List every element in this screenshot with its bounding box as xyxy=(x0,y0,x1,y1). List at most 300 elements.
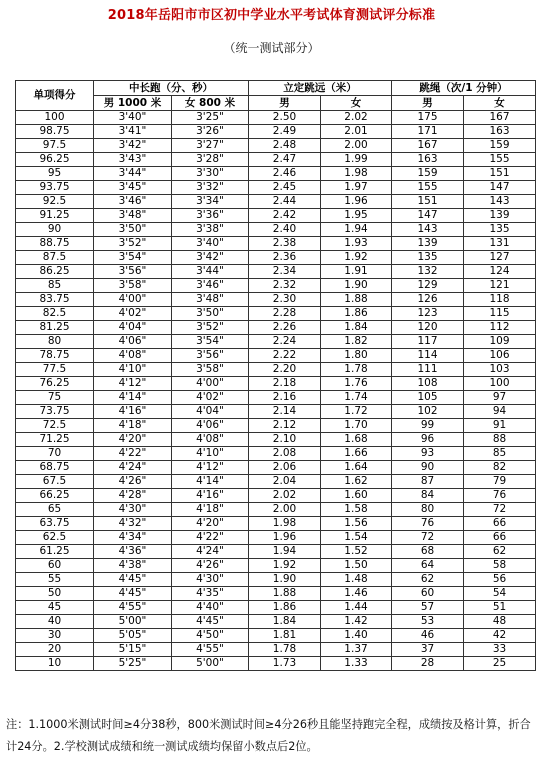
jump-female-cell: 1.44 xyxy=(321,601,392,615)
jump-male-cell: 2.06 xyxy=(249,461,321,475)
table-row xyxy=(16,629,536,643)
run-female-cell: 4'04" xyxy=(172,405,249,419)
score-cell: 67.5 xyxy=(16,475,94,489)
page-subtitle: （统一测试部分） xyxy=(223,41,320,55)
jump-female-cell: 2.00 xyxy=(321,139,392,153)
jump-female-cell: 1.58 xyxy=(321,503,392,517)
rope-female-cell: 66 xyxy=(464,517,536,531)
rope-female-cell: 109 xyxy=(464,335,536,349)
run-male-cell: 4'28" xyxy=(94,489,172,503)
rope-male-cell: 139 xyxy=(392,237,464,251)
rope-female-cell: 25 xyxy=(464,657,536,671)
score-cell: 83.75 xyxy=(16,293,94,307)
jump-male-cell: 2.12 xyxy=(249,419,321,433)
jump-female-cell: 1.76 xyxy=(321,377,392,391)
table-row xyxy=(16,573,536,587)
rope-female-cell: 118 xyxy=(464,293,536,307)
jump-female-cell: 1.82 xyxy=(321,335,392,349)
header-rope: 跳绳（次/1 分钟） xyxy=(392,81,536,96)
rope-female-cell: 33 xyxy=(464,643,536,657)
score-cell: 55 xyxy=(16,573,94,587)
rope-male-cell: 143 xyxy=(392,223,464,237)
run-male-cell: 3'58" xyxy=(94,279,172,293)
jump-female-cell: 1.60 xyxy=(321,489,392,503)
jump-female-cell: 1.88 xyxy=(321,293,392,307)
rope-male-cell: 105 xyxy=(392,391,464,405)
run-female-cell: 4'35" xyxy=(172,587,249,601)
run-male-cell: 3'50" xyxy=(94,223,172,237)
run-female-cell: 3'36" xyxy=(172,209,249,223)
jump-male-cell: 2.45 xyxy=(249,181,321,195)
run-male-cell: 3'44" xyxy=(94,167,172,181)
footnote: 注：1.1000米测试时间≥4分38秒，800米测试时间≥4分26秒且能坚持跑完全程，成绩按及格计算，折合计24分。2.学校测试成绩和统一测试成绩均保留小数点后2位。 xyxy=(6,718,531,753)
rope-female-cell: 155 xyxy=(464,153,536,167)
run-male-cell: 4'45" xyxy=(94,573,172,587)
jump-male-cell: 2.47 xyxy=(249,153,321,167)
run-male-cell: 4'55" xyxy=(94,601,172,615)
run-female-cell: 4'45" xyxy=(172,615,249,629)
rope-female-cell: 66 xyxy=(464,531,536,545)
rope-male-cell: 171 xyxy=(392,125,464,139)
table-row xyxy=(16,377,536,391)
table-row xyxy=(16,601,536,615)
run-male-cell: 4'04" xyxy=(94,321,172,335)
jump-male-cell: 2.22 xyxy=(249,349,321,363)
run-male-cell: 4'08" xyxy=(94,349,172,363)
rope-male-cell: 72 xyxy=(392,531,464,545)
rope-female-cell: 147 xyxy=(464,181,536,195)
table-row xyxy=(16,237,536,251)
run-male-cell: 4'26" xyxy=(94,475,172,489)
table-body xyxy=(16,111,536,671)
run-female-cell: 4'30" xyxy=(172,573,249,587)
score-cell: 80 xyxy=(16,335,94,349)
rope-male-cell: 102 xyxy=(392,405,464,419)
run-male-cell: 4'12" xyxy=(94,377,172,391)
score-cell: 20 xyxy=(16,643,94,657)
score-cell: 10 xyxy=(16,657,94,671)
table-row xyxy=(16,419,536,433)
run-female-cell: 3'38" xyxy=(172,223,249,237)
rope-female-cell: 82 xyxy=(464,461,536,475)
rope-female-cell: 112 xyxy=(464,321,536,335)
score-cell: 50 xyxy=(16,587,94,601)
run-male-cell: 3'40" xyxy=(94,111,172,125)
table-row xyxy=(16,643,536,657)
jump-male-cell: 2.04 xyxy=(249,475,321,489)
jump-female-cell: 1.54 xyxy=(321,531,392,545)
jump-male-cell: 2.40 xyxy=(249,223,321,237)
jump-male-cell: 2.02 xyxy=(249,489,321,503)
rope-female-cell: 131 xyxy=(464,237,536,251)
header-rope-male: 男 xyxy=(392,96,464,111)
rope-female-cell: 88 xyxy=(464,433,536,447)
jump-male-cell: 1.73 xyxy=(249,657,321,671)
rope-male-cell: 151 xyxy=(392,195,464,209)
rope-female-cell: 76 xyxy=(464,489,536,503)
header-rope-female: 女 xyxy=(464,96,536,111)
rope-female-cell: 163 xyxy=(464,125,536,139)
jump-female-cell: 1.84 xyxy=(321,321,392,335)
score-cell: 91.25 xyxy=(16,209,94,223)
score-cell: 61.25 xyxy=(16,545,94,559)
rope-male-cell: 64 xyxy=(392,559,464,573)
table-row xyxy=(16,615,536,629)
run-female-cell: 5'00" xyxy=(172,657,249,671)
jump-male-cell: 2.50 xyxy=(249,111,321,125)
jump-male-cell: 2.30 xyxy=(249,293,321,307)
jump-male-cell: 2.38 xyxy=(249,237,321,251)
run-female-cell: 4'08" xyxy=(172,433,249,447)
rope-male-cell: 99 xyxy=(392,419,464,433)
jump-female-cell: 1.99 xyxy=(321,153,392,167)
score-cell: 78.75 xyxy=(16,349,94,363)
table-row xyxy=(16,517,536,531)
run-male-cell: 4'16" xyxy=(94,405,172,419)
jump-male-cell: 1.84 xyxy=(249,615,321,629)
rope-male-cell: 159 xyxy=(392,167,464,181)
jump-male-cell: 2.28 xyxy=(249,307,321,321)
table-row xyxy=(16,475,536,489)
jump-female-cell: 1.62 xyxy=(321,475,392,489)
rope-male-cell: 96 xyxy=(392,433,464,447)
jump-female-cell: 1.93 xyxy=(321,237,392,251)
run-male-cell: 4'02" xyxy=(94,307,172,321)
rope-female-cell: 62 xyxy=(464,545,536,559)
table-row xyxy=(16,153,536,167)
run-female-cell: 3'30" xyxy=(172,167,249,181)
jump-male-cell: 2.14 xyxy=(249,405,321,419)
rope-female-cell: 54 xyxy=(464,587,536,601)
run-male-cell: 3'46" xyxy=(94,195,172,209)
run-male-cell: 4'06" xyxy=(94,335,172,349)
score-cell: 71.25 xyxy=(16,433,94,447)
rope-female-cell: 159 xyxy=(464,139,536,153)
rope-female-cell: 135 xyxy=(464,223,536,237)
rope-male-cell: 175 xyxy=(392,111,464,125)
jump-male-cell: 1.78 xyxy=(249,643,321,657)
jump-male-cell: 2.42 xyxy=(249,209,321,223)
score-cell: 86.25 xyxy=(16,265,94,279)
score-cell: 88.75 xyxy=(16,237,94,251)
jump-male-cell: 1.81 xyxy=(249,629,321,643)
jump-female-cell: 1.52 xyxy=(321,545,392,559)
jump-female-cell: 1.40 xyxy=(321,629,392,643)
jump-female-cell: 1.86 xyxy=(321,307,392,321)
jump-female-cell: 1.70 xyxy=(321,419,392,433)
table-row xyxy=(16,181,536,195)
rope-female-cell: 51 xyxy=(464,601,536,615)
rope-female-cell: 85 xyxy=(464,447,536,461)
run-female-cell: 3'32" xyxy=(172,181,249,195)
jump-female-cell: 1.50 xyxy=(321,559,392,573)
run-male-cell: 4'10" xyxy=(94,363,172,377)
table-row xyxy=(16,279,536,293)
rope-male-cell: 53 xyxy=(392,615,464,629)
rope-male-cell: 111 xyxy=(392,363,464,377)
jump-male-cell: 2.34 xyxy=(249,265,321,279)
header-jump: 立定跳远（米） xyxy=(249,81,392,96)
table-row xyxy=(16,545,536,559)
rope-female-cell: 106 xyxy=(464,349,536,363)
rope-female-cell: 151 xyxy=(464,167,536,181)
jump-male-cell: 2.18 xyxy=(249,377,321,391)
run-male-cell: 4'22" xyxy=(94,447,172,461)
score-cell: 65 xyxy=(16,503,94,517)
jump-female-cell: 1.72 xyxy=(321,405,392,419)
table-row xyxy=(16,405,536,419)
run-female-cell: 4'16" xyxy=(172,489,249,503)
score-cell: 75 xyxy=(16,391,94,405)
jump-female-cell: 1.90 xyxy=(321,279,392,293)
rope-male-cell: 129 xyxy=(392,279,464,293)
run-male-cell: 3'43" xyxy=(94,153,172,167)
run-male-cell: 5'00" xyxy=(94,615,172,629)
jump-male-cell: 1.90 xyxy=(249,573,321,587)
table-row xyxy=(16,363,536,377)
header-run-female: 女 800 米 xyxy=(172,96,249,111)
table-row xyxy=(16,503,536,517)
score-cell: 92.5 xyxy=(16,195,94,209)
table-row xyxy=(16,489,536,503)
run-male-cell: 5'15" xyxy=(94,643,172,657)
run-female-cell: 3'50" xyxy=(172,307,249,321)
rope-female-cell: 143 xyxy=(464,195,536,209)
run-male-cell: 3'41" xyxy=(94,125,172,139)
rope-male-cell: 108 xyxy=(392,377,464,391)
table-row xyxy=(16,447,536,461)
run-female-cell: 4'26" xyxy=(172,559,249,573)
run-male-cell: 4'14" xyxy=(94,391,172,405)
table-row xyxy=(16,139,536,153)
rope-female-cell: 139 xyxy=(464,209,536,223)
header-jump-female: 女 xyxy=(321,96,392,111)
jump-female-cell: 1.92 xyxy=(321,251,392,265)
header-run: 中长跑（分、秒） xyxy=(94,81,249,96)
table-row xyxy=(16,335,536,349)
run-male-cell: 4'20" xyxy=(94,433,172,447)
run-female-cell: 3'54" xyxy=(172,335,249,349)
rope-male-cell: 120 xyxy=(392,321,464,335)
rope-male-cell: 167 xyxy=(392,139,464,153)
rope-male-cell: 93 xyxy=(392,447,464,461)
table-row xyxy=(16,461,536,475)
rope-male-cell: 147 xyxy=(392,209,464,223)
score-cell: 97.5 xyxy=(16,139,94,153)
score-cell: 63.75 xyxy=(16,517,94,531)
rope-male-cell: 90 xyxy=(392,461,464,475)
run-male-cell: 3'52" xyxy=(94,237,172,251)
rope-female-cell: 100 xyxy=(464,377,536,391)
score-cell: 60 xyxy=(16,559,94,573)
run-female-cell: 3'52" xyxy=(172,321,249,335)
table-row xyxy=(16,587,536,601)
jump-female-cell: 2.01 xyxy=(321,125,392,139)
run-female-cell: 3'44" xyxy=(172,265,249,279)
rope-male-cell: 76 xyxy=(392,517,464,531)
run-female-cell: 4'06" xyxy=(172,419,249,433)
run-male-cell: 5'25" xyxy=(94,657,172,671)
rope-female-cell: 167 xyxy=(464,111,536,125)
score-cell: 85 xyxy=(16,279,94,293)
rope-female-cell: 103 xyxy=(464,363,536,377)
rope-male-cell: 132 xyxy=(392,265,464,279)
rope-female-cell: 56 xyxy=(464,573,536,587)
run-female-cell: 4'22" xyxy=(172,531,249,545)
jump-male-cell: 1.86 xyxy=(249,601,321,615)
run-male-cell: 4'34" xyxy=(94,531,172,545)
jump-female-cell: 2.02 xyxy=(321,111,392,125)
score-cell: 81.25 xyxy=(16,321,94,335)
rope-male-cell: 135 xyxy=(392,251,464,265)
table-row xyxy=(16,531,536,545)
run-male-cell: 4'30" xyxy=(94,503,172,517)
jump-male-cell: 2.49 xyxy=(249,125,321,139)
score-cell: 77.5 xyxy=(16,363,94,377)
jump-male-cell: 2.36 xyxy=(249,251,321,265)
rope-male-cell: 46 xyxy=(392,629,464,643)
score-cell: 95 xyxy=(16,167,94,181)
jump-male-cell: 1.88 xyxy=(249,587,321,601)
table-row xyxy=(16,125,536,139)
jump-female-cell: 1.95 xyxy=(321,209,392,223)
rope-female-cell: 121 xyxy=(464,279,536,293)
rope-male-cell: 57 xyxy=(392,601,464,615)
score-cell: 93.75 xyxy=(16,181,94,195)
rope-female-cell: 124 xyxy=(464,265,536,279)
rope-male-cell: 60 xyxy=(392,587,464,601)
run-male-cell: 3'56" xyxy=(94,265,172,279)
table-row xyxy=(16,293,536,307)
table-row xyxy=(16,111,536,125)
run-female-cell: 4'18" xyxy=(172,503,249,517)
jump-male-cell: 2.16 xyxy=(249,391,321,405)
rope-female-cell: 48 xyxy=(464,615,536,629)
jump-female-cell: 1.64 xyxy=(321,461,392,475)
jump-female-cell: 1.66 xyxy=(321,447,392,461)
table-row xyxy=(16,391,536,405)
rope-male-cell: 80 xyxy=(392,503,464,517)
run-male-cell: 3'42" xyxy=(94,139,172,153)
jump-female-cell: 1.37 xyxy=(321,643,392,657)
rope-male-cell: 62 xyxy=(392,573,464,587)
rope-male-cell: 117 xyxy=(392,335,464,349)
jump-female-cell: 1.98 xyxy=(321,167,392,181)
scoring-table xyxy=(15,80,536,671)
table-row xyxy=(16,657,536,671)
run-male-cell: 4'32" xyxy=(94,517,172,531)
header-score: 单项得分 xyxy=(16,81,94,111)
score-cell: 72.5 xyxy=(16,419,94,433)
rope-male-cell: 37 xyxy=(392,643,464,657)
rope-male-cell: 28 xyxy=(392,657,464,671)
run-female-cell: 3'58" xyxy=(172,363,249,377)
rope-female-cell: 79 xyxy=(464,475,536,489)
jump-female-cell: 1.97 xyxy=(321,181,392,195)
jump-male-cell: 2.26 xyxy=(249,321,321,335)
score-cell: 76.25 xyxy=(16,377,94,391)
rope-male-cell: 87 xyxy=(392,475,464,489)
run-female-cell: 3'26" xyxy=(172,125,249,139)
jump-female-cell: 1.68 xyxy=(321,433,392,447)
jump-male-cell: 2.46 xyxy=(249,167,321,181)
run-male-cell: 4'24" xyxy=(94,461,172,475)
run-female-cell: 3'42" xyxy=(172,251,249,265)
run-male-cell: 4'38" xyxy=(94,559,172,573)
jump-male-cell: 2.32 xyxy=(249,279,321,293)
run-female-cell: 4'02" xyxy=(172,391,249,405)
jump-female-cell: 1.74 xyxy=(321,391,392,405)
run-female-cell: 4'14" xyxy=(172,475,249,489)
header-run-male: 男 1000 米 xyxy=(94,96,172,111)
table-row xyxy=(16,195,536,209)
run-male-cell: 4'18" xyxy=(94,419,172,433)
table-row xyxy=(16,209,536,223)
score-cell: 87.5 xyxy=(16,251,94,265)
jump-female-cell: 1.96 xyxy=(321,195,392,209)
run-male-cell: 4'00" xyxy=(94,293,172,307)
score-cell: 82.5 xyxy=(16,307,94,321)
score-cell: 100 xyxy=(16,111,94,125)
run-female-cell: 3'40" xyxy=(172,237,249,251)
table-row xyxy=(16,433,536,447)
run-female-cell: 3'46" xyxy=(172,279,249,293)
run-female-cell: 4'20" xyxy=(172,517,249,531)
jump-male-cell: 2.48 xyxy=(249,139,321,153)
jump-male-cell: 1.94 xyxy=(249,545,321,559)
score-cell: 66.25 xyxy=(16,489,94,503)
jump-male-cell: 1.92 xyxy=(249,559,321,573)
jump-female-cell: 1.42 xyxy=(321,615,392,629)
table-row xyxy=(16,307,536,321)
run-female-cell: 3'27" xyxy=(172,139,249,153)
rope-male-cell: 114 xyxy=(392,349,464,363)
run-female-cell: 3'48" xyxy=(172,293,249,307)
jump-female-cell: 1.46 xyxy=(321,587,392,601)
run-female-cell: 3'25" xyxy=(172,111,249,125)
run-female-cell: 4'00" xyxy=(172,377,249,391)
score-cell: 90 xyxy=(16,223,94,237)
table-row xyxy=(16,349,536,363)
rope-male-cell: 163 xyxy=(392,153,464,167)
jump-male-cell: 2.44 xyxy=(249,195,321,209)
run-female-cell: 3'34" xyxy=(172,195,249,209)
score-cell: 98.75 xyxy=(16,125,94,139)
rope-female-cell: 91 xyxy=(464,419,536,433)
table-row xyxy=(16,223,536,237)
header-jump-male: 男 xyxy=(249,96,321,111)
jump-male-cell: 2.10 xyxy=(249,433,321,447)
run-female-cell: 4'12" xyxy=(172,461,249,475)
score-cell: 30 xyxy=(16,629,94,643)
rope-male-cell: 68 xyxy=(392,545,464,559)
run-female-cell: 4'24" xyxy=(172,545,249,559)
table-row xyxy=(16,559,536,573)
run-female-cell: 3'56" xyxy=(172,349,249,363)
run-female-cell: 4'40" xyxy=(172,601,249,615)
jump-male-cell: 2.20 xyxy=(249,363,321,377)
rope-male-cell: 126 xyxy=(392,293,464,307)
jump-male-cell: 2.08 xyxy=(249,447,321,461)
jump-male-cell: 2.00 xyxy=(249,503,321,517)
run-female-cell: 3'28" xyxy=(172,153,249,167)
rope-female-cell: 97 xyxy=(464,391,536,405)
rope-female-cell: 115 xyxy=(464,307,536,321)
jump-female-cell: 1.48 xyxy=(321,573,392,587)
score-cell: 73.75 xyxy=(16,405,94,419)
table-row xyxy=(16,321,536,335)
rope-male-cell: 84 xyxy=(392,489,464,503)
